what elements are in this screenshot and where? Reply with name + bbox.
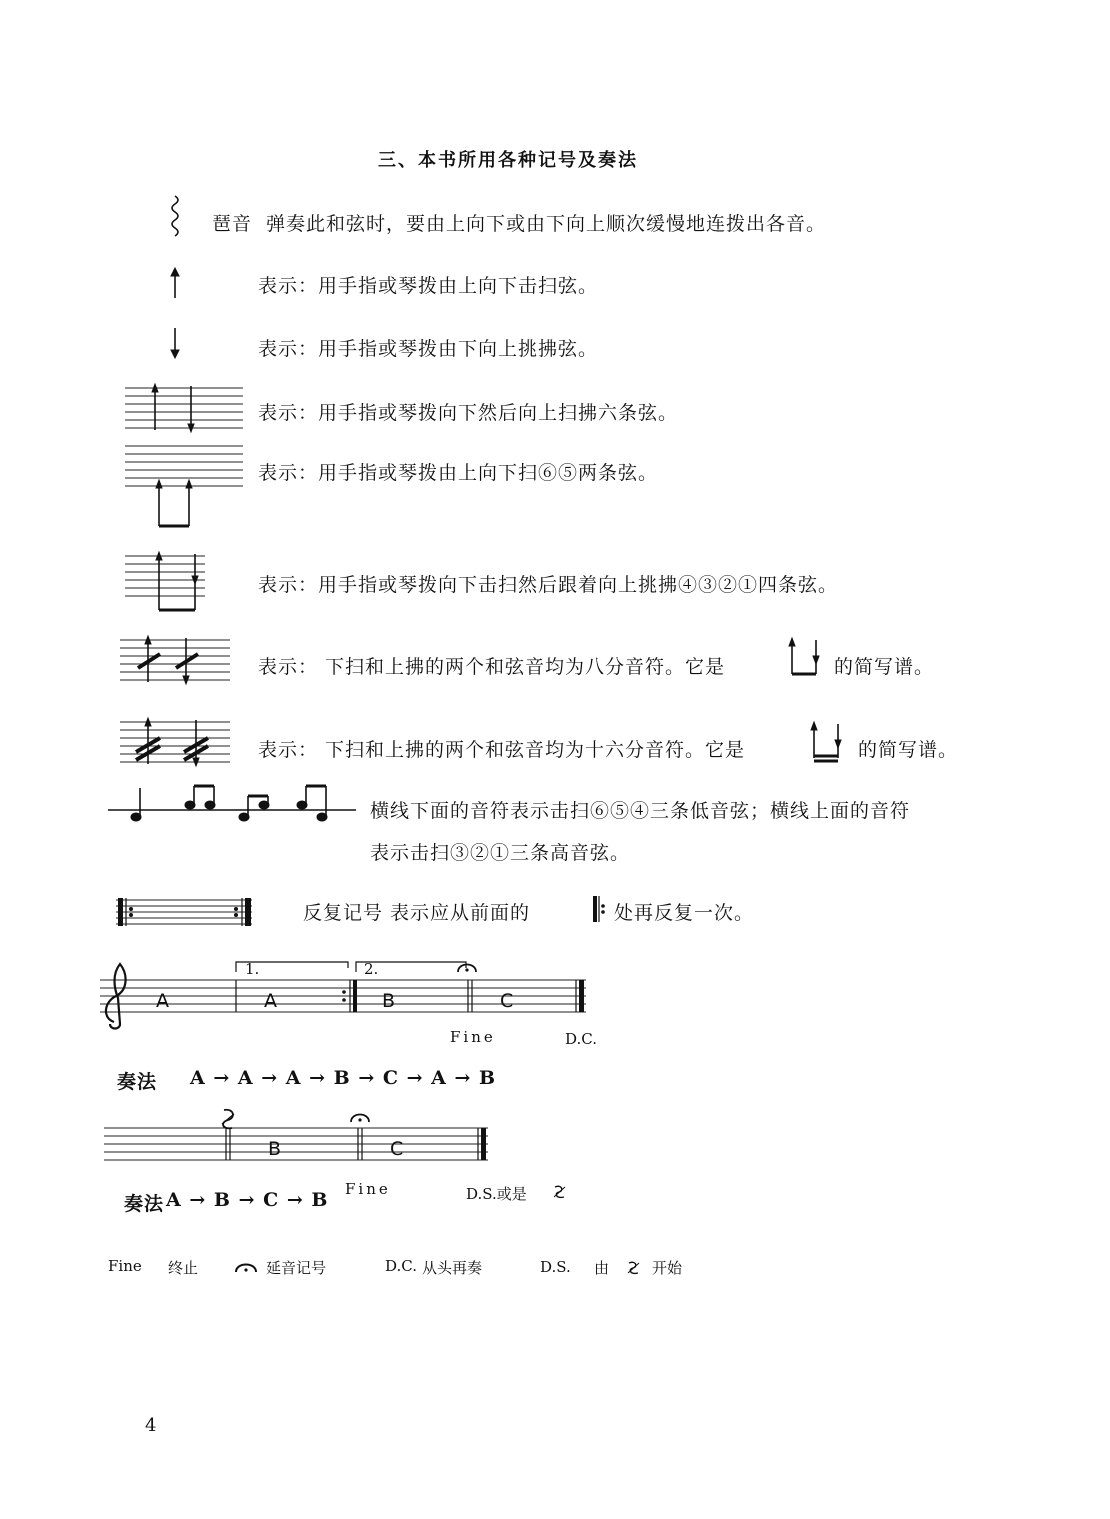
legend-dc-key: D.C. (385, 1257, 417, 1275)
row-text-2: 表示：用手指或琴拨由下向上挑拂弦。 (258, 338, 599, 360)
arpeggio-desc: 弹奏此和弦时，要由上向下或由下向上顺次缓慢地连拨出各音。 (266, 213, 827, 235)
row-text-3: 表示：用手指或琴拨向下然后向上扫拂六条弦。 (258, 402, 679, 424)
ex1-fine: Fine (450, 1028, 496, 1046)
repeat-sign-staff-icon (116, 896, 252, 930)
legend-fine-key: Fine (108, 1257, 142, 1275)
ex2-fine: Fine (345, 1180, 391, 1198)
segno-icon (222, 1110, 234, 1129)
strum-up-arrow-icon (170, 268, 180, 300)
eighth-text-after: 的简写谱。 (834, 656, 935, 678)
legend-dc-value: 从头再奏 (422, 1259, 483, 1277)
volta-1-label: 1. (245, 960, 260, 978)
strum-down-arrow-icon (170, 328, 180, 360)
ex1-play-sequence: A → A → A → B → C → A → B (190, 1067, 497, 1089)
sixteenth-strum-staff-icon (120, 716, 230, 770)
sixteenth-text-after: 的简写谱。 (858, 739, 959, 761)
volta-2-label: 2. (364, 960, 379, 978)
arpeggio-icon (165, 196, 185, 246)
two-string-strum-icon (125, 442, 243, 532)
ex1-section-4: C (500, 990, 515, 1012)
ex2-section-2: C (390, 1138, 405, 1160)
ex1-section-3: B (382, 990, 397, 1012)
four-string-strum-icon (125, 552, 205, 614)
fermata-icon (351, 1115, 369, 1123)
page-title: 三、本书所用各种记号及奏法 (378, 150, 638, 171)
ex1-section-2: A (264, 990, 278, 1012)
ex2-play-sequence: A → B → C → B (166, 1189, 329, 1211)
legend-ds-key: D.S. (540, 1258, 571, 1276)
bass-treble-line2: 表示击扫③②①三条高音弦。 (370, 842, 631, 864)
segno-icon (626, 1260, 642, 1276)
legend-ds-value: 由 (594, 1259, 610, 1277)
bass-treble-notes-icon (108, 784, 358, 824)
ex1-section-1: A (156, 990, 170, 1012)
ex2-section-1: B (268, 1138, 283, 1160)
sixteenth-text-before: 表示： 下扫和上拂的两个和弦音均为十六分音符。它是 (258, 739, 746, 761)
eighth-beam-icon (786, 636, 826, 676)
arpeggio-term: 琶音 (212, 213, 253, 235)
segno-icon (552, 1184, 568, 1200)
fermata-icon (234, 1260, 258, 1274)
repeat-text-2: 处再反复一次。 (614, 902, 755, 924)
eighth-text-before: 表示： 下扫和上拂的两个和弦音均为八分音符。它是 (258, 656, 726, 678)
example1-staff (100, 958, 590, 1030)
eighth-strum-staff-icon (120, 634, 230, 688)
repeat-text-1: 反复记号 表示应从前面的 (303, 902, 531, 924)
six-string-strum-icon (125, 384, 243, 436)
fermata-icon (458, 965, 476, 973)
ex1-dc: D.C. (565, 1030, 597, 1048)
legend-fine-value: 终止 (168, 1259, 199, 1277)
repeat-start-icon (592, 896, 606, 924)
ex1-play-label: 奏法 (117, 1071, 158, 1093)
row-text-4: 表示：用手指或琴拨由上向下扫⑥⑤两条弦。 (258, 462, 659, 484)
ex2-play-label: 奏法 (124, 1193, 165, 1215)
legend-fermata-value: 延音记号 (266, 1259, 327, 1277)
row-text-1: 表示：用手指或琴拨由上向下击扫弦。 (258, 275, 599, 297)
ex2-ds: D.S.或是 (466, 1185, 527, 1203)
page-number: 4 (145, 1415, 157, 1436)
example2-staff (104, 1108, 494, 1168)
row-text-5: 表示：用手指或琴拨向下击扫然后跟着向上挑拂④③②①四条弦。 (258, 574, 839, 596)
legend-start-value: 开始 (652, 1259, 683, 1277)
bass-treble-line1: 横线下面的音符表示击扫⑥⑤④三条低音弦；横线上面的音符 (370, 800, 911, 822)
sixteenth-beam-icon (808, 720, 848, 764)
